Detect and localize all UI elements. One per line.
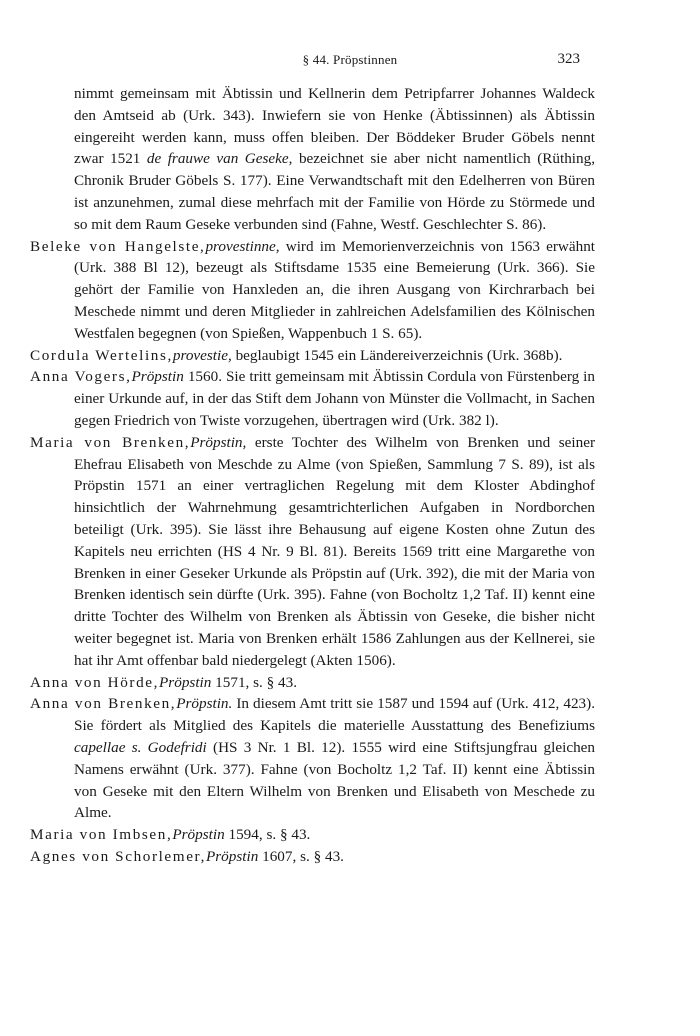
entry-text: wird im Memorienverzeichnis von 1563 erwähnt (Urk. 388 Bl 12), bezeugt als Stiftsdame 1535 eine Bemeierung (Urk. 366). Sie gehört der Familie von Hanxleden an, die ihren Ausgang von Kirchrarbach bei Meschede nimmt und deren Mitglieder in zahlreichen Adelsfamilien des Kölnischen Westfalen begegnen (von Spießen, Wappenbuch 1 S. 65). bbox=[74, 237, 596, 342]
person-name: Cordula Wertelins, bbox=[30, 346, 173, 364]
register-entry bbox=[30, 236, 595, 345]
register-entry bbox=[30, 693, 595, 824]
person-name: Maria von Brenken, bbox=[30, 433, 191, 451]
register-entry bbox=[30, 432, 595, 672]
person-name: Anna Vogers, bbox=[30, 368, 132, 386]
office-title: provestinne, bbox=[205, 237, 280, 255]
entry-text: (HS 3 Nr. 1 Bl. 12). 1555 wird eine Stiftsjungfrau gleichen Namens erwähnt (Urk. 377). Fahne (von Bocholtz 1,2 Taf. II) kennt eine Äbtissin von Geseke mit den Eltern Wilhelm von Brenken und Elisabeth von Meschede zu Alme. bbox=[74, 738, 595, 822]
office-title: Pröpstin bbox=[131, 368, 184, 386]
entry-text: 1594, s. § 43. bbox=[224, 826, 311, 844]
office-title: Pröpstin bbox=[205, 847, 259, 865]
page-number: 323 bbox=[557, 51, 580, 67]
italic-quote: capellae s. Godefridi bbox=[74, 738, 207, 756]
entry-text: nimmt gemeinsam mit Äbtissin und Kellnerin dem Petripfarrer Johannes Waldeck den Amtseid ab (Urk. 343). Inwiefern sie von Henke (Äbtissinnen) als Äbtissin eingereiht werden kann, muss offen bleiben. Der Böddeker Bruder Göbels nennt zwar 1521 bbox=[74, 85, 595, 168]
person-name: Agnes von Schorlemer, bbox=[30, 847, 206, 865]
office-title: Pröpstin. bbox=[176, 695, 233, 713]
register-entry bbox=[30, 672, 595, 694]
entry-text: In diesem Amt tritt sie 1587 und 1594 auf (Urk. 412, 423). Sie fördert als Mitglied des Kapitels die materielle Ausstattung des Benefiziums bbox=[74, 695, 595, 735]
register-entry bbox=[30, 366, 595, 431]
register-entry bbox=[30, 846, 595, 868]
register-entry bbox=[30, 824, 595, 846]
italic-quote: de frauwe van Geseke bbox=[146, 150, 289, 168]
entry-text: erste Tochter des Wilhelm von Brenken und seiner Ehefrau Elisabeth von Meschde zu Alme (von Spießen, Sammlung 7 S. 89), ist als Pröpstin 1571 an einer vertraglichen Regelung mit dem Kloster Abdinghof hinsichtlich der Wahrnehmung gesamtrichterlichen Aufgaben in Nordborchen beteiligt (Urk. 395). Sie lässt ihre Behausung auf eigene Kosten ohne Zutun des Kapitels neu errichten (HS 4 Nr. 9 Bl. 81). Bereits 1569 tritt eine Margarethe von Brenken in einer Geseker Urkunde als Pröpstin auf (Urk. 392), die mit der Maria von Brenken identisch sein dürfte (Urk. 395). Fahne (von Bocholtz 1,2 Taf. II) kennt eine dritte Tochter des Wilhelm von Brenken als Äbtissin von Geseke, die bisher nicht weiter begegnet ist. Maria von Brenken erhält 1586 Zahlungen aus der Kellnerei, sie hat ihr Amt offenbar bald niedergelegt (Akten 1506). bbox=[74, 433, 595, 669]
entry-continuation bbox=[30, 83, 595, 236]
person-name: Beleke von Hangelste, bbox=[30, 237, 206, 255]
person-name: Maria von Imbsen, bbox=[30, 826, 173, 844]
entry-text: 1571, s. § 43. bbox=[211, 673, 298, 691]
office-title: Pröpstin bbox=[172, 826, 225, 844]
entry-text: 1607, s. § 43. bbox=[258, 847, 344, 865]
person-name: Anna von Hörde, bbox=[30, 673, 160, 691]
register-entry bbox=[30, 345, 595, 367]
entry-text: , bezeichnet sie aber nicht namentlich (Rüthing, Chronik Bruder Göbels S. 177). Eine Verwandtschaft mit den Edelherren von Büren ist anzunehmen, zumal diese mehrfach mit der Familie von Hörde zu Störmede und so mit dem Raum Geseke verbunden sind (Fahne, Westf. Geschlechter S. 86). bbox=[74, 150, 595, 233]
office-title: provestie, bbox=[172, 346, 232, 364]
entry-text: beglaubigt 1545 ein Ländereiverzeichnis (Urk. 368b). bbox=[231, 346, 563, 364]
office-title: Pröpstin bbox=[159, 673, 212, 691]
running-head bbox=[0, 52, 700, 72]
body-text bbox=[30, 83, 595, 868]
person-name: Anna von Brenken, bbox=[30, 695, 177, 713]
office-title: Pröpstin, bbox=[190, 433, 247, 451]
entry-text: 1560. Sie tritt gemeinsam mit Äbtissin Cordula von Fürstenberg in einer Urkunde auf, in der das Stift dem Johann von Münster die Vollmacht, in Sachen gegen Friedrich von Twiste vorzugehen, übertragen wird (Urk. 382 l). bbox=[74, 368, 595, 429]
section-title: § 44. Pröpstinnen bbox=[302, 52, 398, 67]
